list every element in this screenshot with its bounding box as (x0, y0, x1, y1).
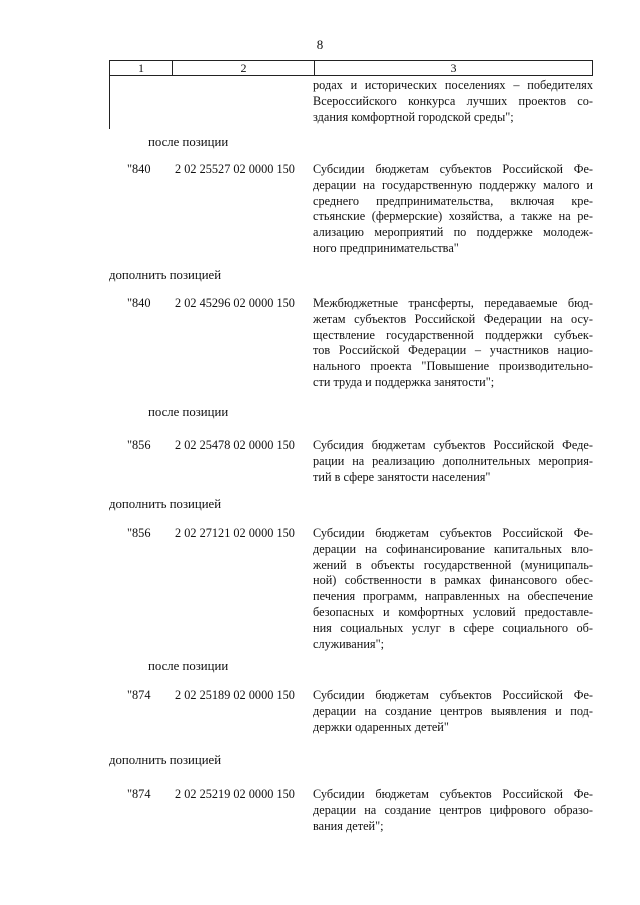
entry-line: ния социальных услуг в сфере социального об- (313, 620, 593, 635)
entry-line: безопасных и комфортных условий предоставле- (313, 604, 593, 619)
entry-description (313, 688, 593, 735)
entry-line: ного предпринимательства" (313, 240, 459, 255)
entry-budget-code: 2 02 27121 02 0000 150 (175, 526, 295, 540)
header-col-1: 1 (110, 61, 173, 75)
entry-description (313, 526, 593, 652)
entry-line: вания детей"; (313, 818, 384, 833)
entry-line: тий в сфере занятости населения" (313, 469, 491, 484)
entry-description (313, 296, 593, 391)
entry-line: нального проекта "Повышение производительно- (313, 359, 593, 374)
entry-line: рации на реализацию дополнительных мероприя- (313, 453, 593, 468)
entry-admin-code: "856 (127, 438, 151, 452)
continuation-line: Всероссийского конкурса лучших проектов со- (313, 93, 593, 108)
instruction-add: дополнить позицией (109, 497, 222, 511)
entry-line: сти труда и поддержка занятости"; (313, 374, 495, 389)
entry-line: Субсидия бюджетам субъектов Российской Феде- (313, 438, 593, 452)
entry-line: Субсидии бюджетам субъектов Российской Фе- (313, 787, 593, 801)
header-col-2: 2 (173, 61, 315, 75)
entry-description (313, 438, 593, 485)
entry-admin-code: "856 (127, 526, 151, 540)
entry-line: Субсидии бюджетам субъектов Российской Фе- (313, 688, 593, 702)
entry-line: ализацию мероприятий по поддержке молодеж- (313, 225, 593, 240)
entry-budget-code: 2 02 45296 02 0000 150 (175, 296, 295, 310)
entry-line: Субсидии бюджетам субъектов Российской Фе- (313, 526, 593, 540)
entry-line: жетам субъектов Российской Федерации на осу- (313, 311, 593, 326)
instruction-add: дополнить позицией (109, 753, 222, 767)
entry-budget-code: 2 02 25219 02 0000 150 (175, 787, 295, 801)
entry-line: дерации на создание центров цифрового образо- (313, 802, 593, 817)
entry-line: жений в объекты государственной (муниципаль- (313, 557, 593, 572)
instruction-after: после позиции (148, 659, 229, 673)
continuation-line: здания комфортной городской среды"; (313, 109, 514, 124)
entry-line: дерации на государственную поддержку малого и (313, 177, 593, 192)
entry-line: стьянские (фермерские) хозяйства, а также на ре- (313, 209, 593, 224)
header-col-3: 3 (450, 61, 457, 75)
table-header (109, 60, 593, 76)
page-number: 8 (316, 37, 324, 52)
entry-line: тов Российской Федерации – участников нацио- (313, 343, 593, 358)
entry-line: ществление государственной поддержки субъек- (313, 327, 593, 342)
instruction-after: после позиции (148, 405, 229, 419)
instruction-add: дополнить позицией (109, 268, 222, 282)
entry-line: Межбюджетные трансферты, передаваемые бюд- (313, 296, 593, 310)
entry-description (313, 162, 593, 257)
entry-admin-code: "840 (127, 296, 151, 310)
instruction-after: после позиции (148, 135, 229, 149)
entry-budget-code: 2 02 25189 02 0000 150 (175, 688, 295, 702)
continuation-text (313, 78, 593, 125)
entry-line: дерации на создание центров выявления и под- (313, 703, 593, 718)
entry-line: служивания"; (313, 636, 385, 651)
entry-admin-code: "874 (127, 688, 151, 702)
entry-line: дерации на софинансирование капитальных вло- (313, 541, 593, 556)
continuation-line: родах и исторических поселениях – победителях (313, 78, 593, 92)
table-left-border (109, 76, 110, 129)
entry-line: Субсидии бюджетам субъектов Российской Фе- (313, 162, 593, 176)
entry-description (313, 787, 593, 834)
entry-line: ной) собственности в рамках финансового обес- (313, 573, 593, 588)
entry-line: печения программ, направленных на обеспечение (313, 589, 593, 604)
entry-line: держки одаренных детей" (313, 719, 449, 734)
entry-budget-code: 2 02 25478 02 0000 150 (175, 438, 295, 452)
entry-budget-code: 2 02 25527 02 0000 150 (175, 162, 295, 176)
entry-admin-code: "874 (127, 787, 151, 801)
entry-line: среднего предпринимательства, включая кре- (313, 193, 593, 208)
entry-admin-code: "840 (127, 162, 151, 176)
